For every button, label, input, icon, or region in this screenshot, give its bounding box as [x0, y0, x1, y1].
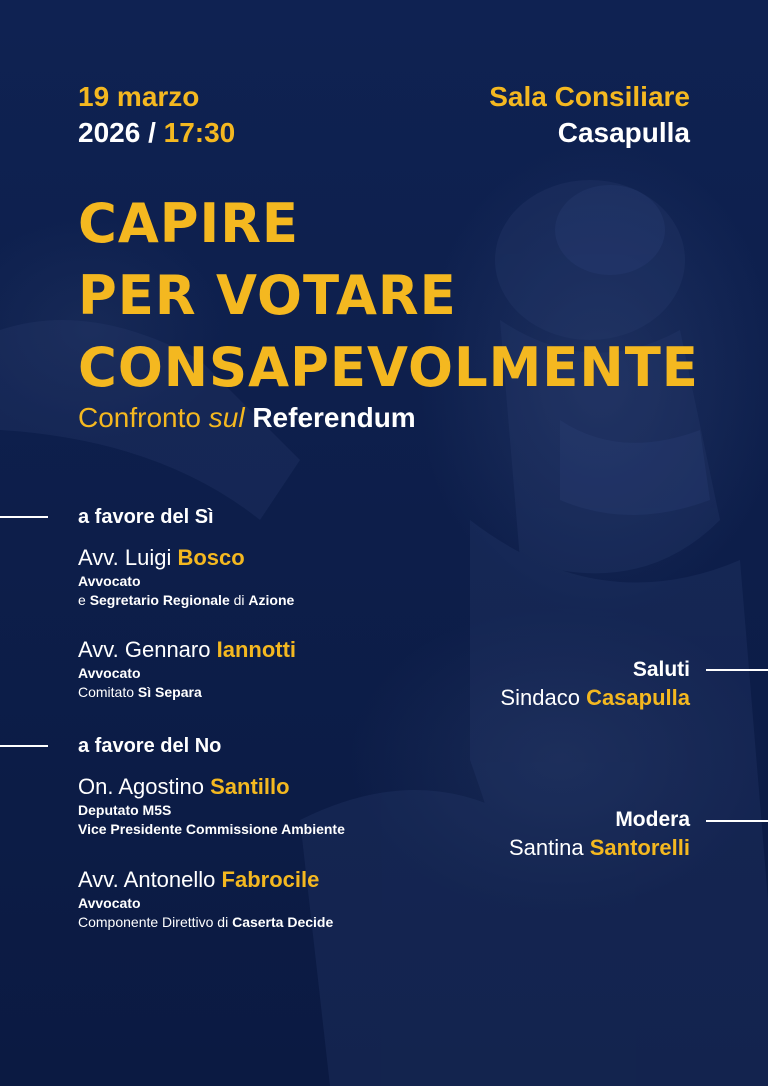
greetings-name: Sindaco Casapulla — [500, 685, 690, 710]
subtitle-part-2: sul — [208, 402, 245, 433]
subtitle — [78, 400, 416, 436]
favor-no-heading: a favore del No — [78, 735, 222, 757]
moderator-divider — [706, 820, 768, 822]
section-divider-yes — [0, 516, 48, 518]
event-date-time — [78, 116, 235, 150]
speaker-bosco — [78, 544, 294, 610]
speaker-role: Avvocato — [78, 665, 141, 681]
greetings-heading: Saluti — [632, 658, 690, 681]
speaker-role: Deputato M5S — [78, 802, 172, 818]
speaker-prefix: On. Agostino — [78, 774, 204, 799]
speaker-role-detail: Componente Direttivo di Caserta Decide — [78, 914, 334, 930]
favor-yes-heading: a favore del Sì — [78, 506, 214, 528]
speaker-role-detail: e Segretario Regionale di Azione — [78, 592, 295, 608]
moderator-block — [509, 806, 690, 863]
speaker-surname: Bosco — [177, 545, 245, 570]
event-date-day: 19 marzo — [78, 81, 200, 112]
subtitle-part-1: Confronto — [78, 402, 201, 433]
event-venue: Sala Consiliare — [489, 81, 690, 112]
speaker-surname: Santillo — [210, 774, 290, 799]
section-divider-no — [0, 745, 48, 747]
title-line-2: PER VOTARE — [78, 264, 457, 327]
speaker-role-detail: Vice Presidente Commissione Ambiente — [78, 821, 345, 837]
moderator-name: Santina Santorelli — [509, 835, 690, 860]
speaker-role: Avvocato — [78, 573, 141, 589]
moderator-heading: Modera — [615, 808, 690, 831]
title-line-1: CAPIRE — [78, 192, 300, 255]
speaker-surname: Iannotti — [216, 637, 297, 662]
greetings-block — [500, 656, 690, 713]
event-town: Casapulla — [557, 117, 690, 148]
speaker-role: Avvocato — [78, 895, 141, 911]
speaker-iannotti — [78, 636, 296, 702]
speaker-name — [78, 636, 296, 664]
speaker-santillo — [78, 773, 345, 839]
event-year: 2026 / — [78, 117, 156, 148]
title-line-3: CONSAPEVOLMENTE — [78, 336, 699, 399]
subtitle-part-3: Referendum — [252, 402, 416, 433]
speaker-prefix: Avv. Gennaro — [78, 637, 211, 662]
speaker-name — [78, 544, 294, 572]
main-title — [78, 188, 699, 404]
speaker-name — [78, 773, 345, 801]
speaker-prefix: Avv. Luigi — [78, 545, 172, 570]
speaker-surname: Fabrocile — [221, 867, 320, 892]
speaker-prefix: Avv. Antonello — [78, 867, 216, 892]
speaker-role-detail: Comitato Sì Separa — [78, 684, 202, 700]
greetings-divider — [706, 669, 768, 671]
event-time: 17:30 — [163, 117, 236, 148]
speaker-name — [78, 866, 333, 894]
speaker-fabrocile — [78, 866, 333, 932]
